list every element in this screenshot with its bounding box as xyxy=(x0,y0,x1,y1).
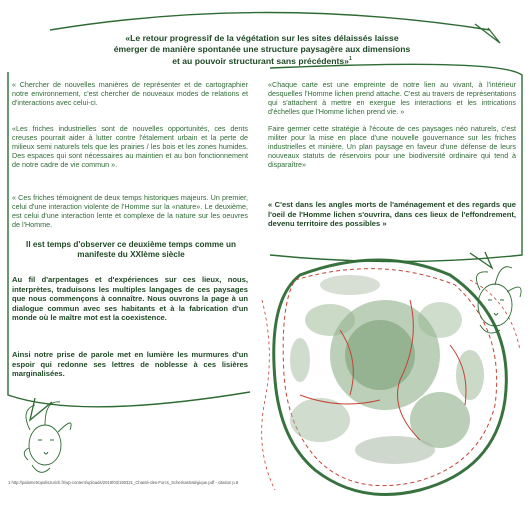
left-paragraph-5: Ainsi notre prise de parole met en lumière les murmures d'un espoir qui redonne ses lettres de noblesse à ces lisières marginalisées. xyxy=(12,350,248,379)
title-quote xyxy=(112,33,412,66)
left-paragraph-1: « Chercher de nouvelles manières de représenter et de cartographier notre environnement, c'est chercher de nouveaux modes de relations et d'interactions avec celui-ci. xyxy=(12,80,248,107)
left-paragraph-2: «Les friches industrielles sont de nouvelles opportunités, ces dents creuses pourrait aider à lutter contre l'étalement urbain et la perte de milieux semi naturels tels que les prairies / les bois et les zones humides. Des espaces qui sont nécessaires au maintien et au bon fonctionnement de notre cadre de vie commun ». xyxy=(12,124,248,169)
top-bubble-outline xyxy=(50,13,490,31)
right-paragraph-1: «Chaque carte est une empreinte de notre lien au vivant, à l'intérieur desquelles l'Homme lichen prend attache. C'est au travers de représentations qui s'attachent à mettre en exergue les interactions et les intrications d'échelles que l'Homme lichen prend vie. » xyxy=(268,80,516,116)
title-quote-text: «Le retour progressif de la végétation sur les sites délaissés laisse émerger de manière spontanée une structure paysagère aux dimensions et au pouvoir structurant sans précédents» xyxy=(113,33,411,66)
left-paragraph-3: « Ces friches témoignent de deux temps historiques majeurs. Un premier, celui d'une interaction violente de l'Homme sur la «nature». Le deuxième, est celui d'une interaction lente et complexe de la nature sur les oeuvres de l'Homme. xyxy=(12,193,248,229)
right-paragraph-2: Faire germer cette stratégie à l'écoute de ces paysages néo naturels, c'est militer pour la mise en place d'une nouvelle gouvernance sur les friches industrielles et minière. Un plan paysage en faveur d'une défense de leurs nouveaux statuts de réservoirs pour une biodiversité ordinaire qui tend à disparaître» xyxy=(268,124,516,169)
right-paragraph-3: « C'est dans les angles morts de l'aménagement et des regards que l'oeil de l'Homme lichen s'ouvrira, dans ces lieux de l'effondrement, devenu territoire des possibles » xyxy=(268,200,516,229)
left-heading: Il est temps d'observer ce deuxième temps comme un manifeste du XXIème siècle xyxy=(26,240,236,259)
lichen-man-right-drawing xyxy=(476,267,521,333)
footnote: 1 http://palametropoliszurich.fr/wp-content/uploads/2019/03/190321_Chanté-des-Forcs_Schemastratégique.pdf - citation p.8 xyxy=(8,480,239,485)
lichen-map xyxy=(262,260,520,495)
left-paragraph-4: Au fil d'arpentages et d'expériences sur ces lieux, nous, interprètes, traduisons les multiples langages de ces paysages que nous commençons à connaître. Nous ouvrons la page à un dialogue commun avec ses habitants et à la fabrication d'un monde où le maître mot est la coexistence. xyxy=(12,275,248,323)
title-footnote-ref: 1 xyxy=(348,56,352,62)
